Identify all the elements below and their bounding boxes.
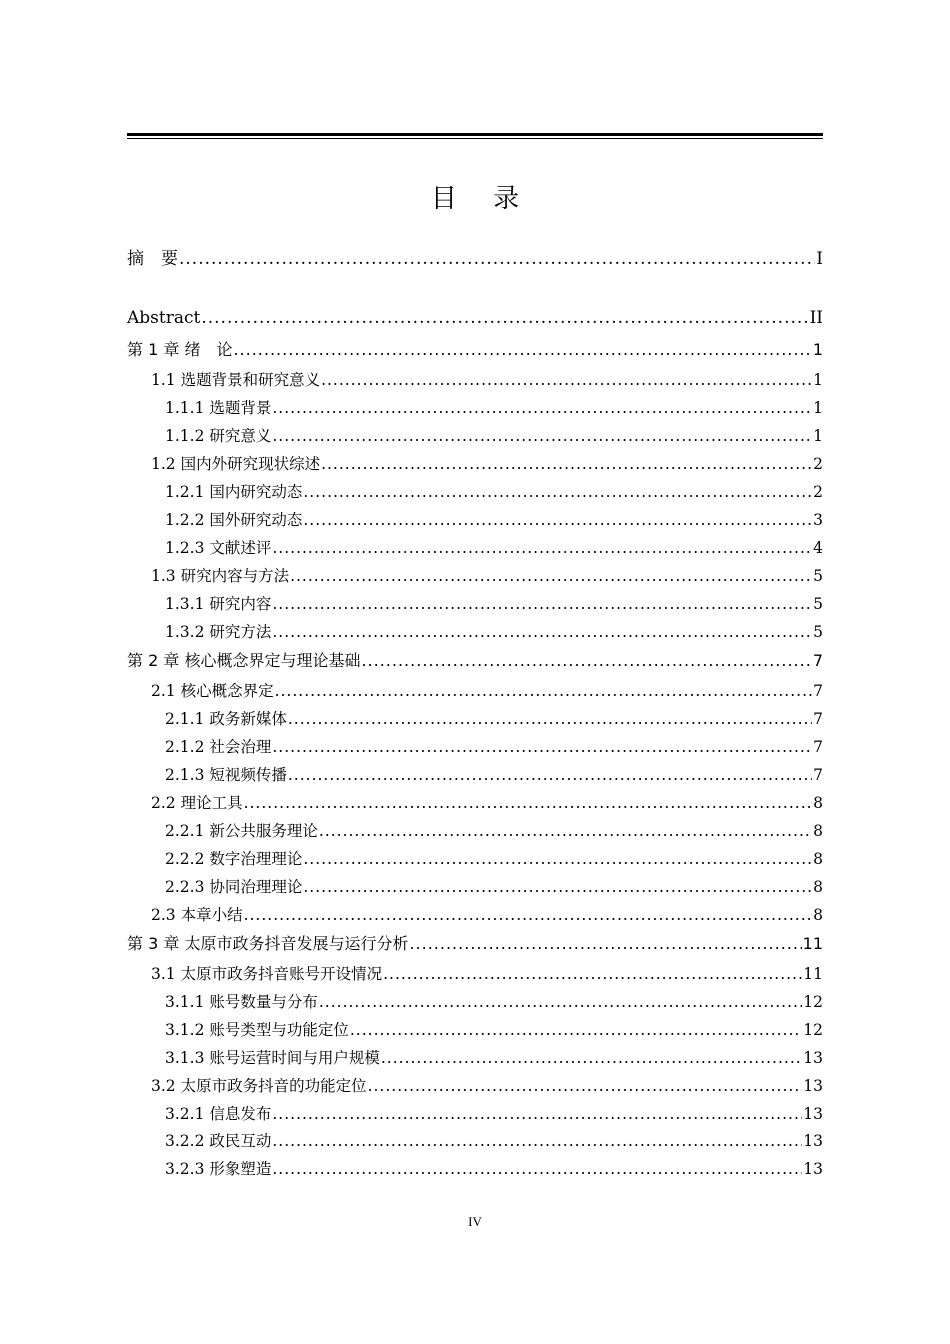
toc-entry-page: 7 bbox=[813, 766, 823, 784]
toc-entry-page: 13 bbox=[803, 1132, 823, 1150]
toc-leader bbox=[383, 964, 802, 984]
toc-entry-label: 1.1 选题背景和研究意义 bbox=[151, 371, 321, 389]
toc-entry-chapter-3[interactable] bbox=[127, 934, 823, 954]
toc-leader bbox=[319, 821, 812, 841]
toc-entry-1-2-3[interactable] bbox=[127, 538, 823, 558]
toc-entry-label: 2.1.3 短视频传播 bbox=[165, 766, 287, 784]
toc-entry-page: 12 bbox=[803, 993, 823, 1011]
toc-entry-label: 1.2.3 文献述评 bbox=[165, 539, 272, 557]
toc-entry-2-2-3[interactable] bbox=[127, 877, 823, 897]
toc-entry-page: 7 bbox=[812, 651, 823, 670]
toc-entry-label: 2.1.2 社会治理 bbox=[165, 738, 272, 756]
toc-entry-2-2[interactable] bbox=[127, 793, 823, 813]
toc-leader bbox=[303, 510, 812, 530]
toc-entry-page: 2 bbox=[813, 483, 823, 501]
toc-entry-label: 1.1.1 选题背景 bbox=[165, 399, 272, 417]
toc-entry-label: 3.1.3 账号运营时间与用户规模 bbox=[165, 1049, 380, 1067]
toc-entry-label: 3.2.3 形象塑造 bbox=[165, 1160, 272, 1178]
toc-entry-page: 5 bbox=[813, 567, 823, 585]
toc-entry-label: 2.2.2 数字治理理论 bbox=[165, 850, 303, 868]
toc-leader bbox=[179, 249, 815, 269]
toc-entry-3-1-1[interactable] bbox=[127, 992, 823, 1012]
toc-entry-label: 1.3.1 研究内容 bbox=[165, 595, 272, 613]
toc-entry-page: 8 bbox=[813, 850, 823, 868]
toc-entry-abstract-en[interactable] bbox=[127, 308, 823, 328]
header-rule-thin bbox=[127, 138, 823, 139]
toc-entry-1-1-1[interactable] bbox=[127, 398, 823, 418]
toc-leader bbox=[272, 737, 812, 757]
toc-entry-2-2-2[interactable] bbox=[127, 849, 823, 869]
toc-entry-label: 3.1.2 账号类型与功能定位 bbox=[165, 1021, 349, 1039]
toc-entry-page: 8 bbox=[813, 822, 823, 840]
toc-entry-2-1-3[interactable] bbox=[127, 765, 823, 785]
toc-entry-3-2-1[interactable] bbox=[127, 1104, 823, 1124]
toc-entry-page: 13 bbox=[803, 1105, 823, 1123]
toc-entry-label: 第 3 章 太原市政务抖音发展与运行分析 bbox=[127, 934, 409, 953]
toc-leader bbox=[244, 905, 813, 925]
toc-leader bbox=[381, 1048, 802, 1068]
toc-leader bbox=[303, 849, 812, 869]
toc-entry-3-1-2[interactable] bbox=[127, 1020, 823, 1040]
toc-entry-page: 3 bbox=[813, 511, 823, 529]
toc-entry-1-2-2[interactable] bbox=[127, 510, 823, 530]
toc-entry-page: 5 bbox=[813, 595, 823, 613]
toc-entry-chapter-2[interactable] bbox=[127, 651, 823, 671]
toc-leader bbox=[233, 340, 811, 360]
toc-entry-abstract-cn[interactable] bbox=[127, 249, 823, 269]
toc-entry-page: 12 bbox=[803, 1021, 823, 1039]
header-rule-thick bbox=[127, 133, 823, 136]
toc-leader bbox=[272, 426, 812, 446]
toc-entry-page: 1 bbox=[813, 427, 823, 445]
toc-entry-label: 2.3 本章小结 bbox=[151, 906, 243, 924]
toc-entry-label: 1.3 研究内容与方法 bbox=[151, 567, 290, 585]
toc-entry-label: 2.1 核心概念界定 bbox=[151, 682, 274, 700]
toc-entry-page: 13 bbox=[803, 1160, 823, 1178]
toc-leader bbox=[288, 709, 812, 729]
toc-entry-2-2-1[interactable] bbox=[127, 821, 823, 841]
toc-entry-page: 1 bbox=[812, 340, 823, 359]
toc-entry-3-1-3[interactable] bbox=[127, 1048, 823, 1068]
toc-entry-page: 13 bbox=[803, 1049, 823, 1067]
toc-leader bbox=[272, 1104, 802, 1124]
toc-leader bbox=[409, 934, 801, 954]
toc-leader bbox=[368, 1076, 803, 1096]
toc-entry-3-2-2[interactable] bbox=[127, 1131, 823, 1151]
toc-entry-page: I bbox=[816, 249, 823, 269]
toc-leader bbox=[303, 877, 812, 897]
toc-entry-1-3-1[interactable] bbox=[127, 594, 823, 614]
toc-entry-label: 1.2.1 国内研究动态 bbox=[165, 483, 303, 501]
toc-entry-label: 2.2 理论工具 bbox=[151, 794, 243, 812]
toc-leader bbox=[201, 308, 808, 328]
toc-entry-label: 1.3.2 研究方法 bbox=[165, 623, 272, 641]
toc-leader bbox=[272, 1131, 802, 1151]
toc-leader bbox=[321, 454, 812, 474]
toc-entry-page: 1 bbox=[813, 399, 823, 417]
toc-entry-page: 13 bbox=[803, 1077, 823, 1095]
toc-leader bbox=[290, 566, 812, 586]
toc-entry-3-2-3[interactable] bbox=[127, 1159, 823, 1179]
toc-entry-1-3-2[interactable] bbox=[127, 622, 823, 642]
toc-entry-1-1[interactable] bbox=[127, 370, 823, 390]
toc-leader bbox=[244, 793, 813, 813]
toc-leader bbox=[288, 765, 812, 785]
toc-leader bbox=[321, 370, 812, 390]
toc-entry-label: 1.2.2 国外研究动态 bbox=[165, 511, 303, 529]
toc-entry-page: 2 bbox=[813, 455, 823, 473]
toc-entry-label: 3.1.1 账号数量与分布 bbox=[165, 993, 318, 1011]
page-number: IV bbox=[468, 1214, 482, 1229]
toc-leader bbox=[272, 1159, 802, 1179]
toc-entry-page: 8 bbox=[813, 878, 823, 896]
toc-entry-page: 11 bbox=[803, 965, 823, 983]
toc-leader bbox=[361, 651, 811, 671]
toc-entry-label: Abstract bbox=[127, 308, 201, 328]
toc-entry-page: 1 bbox=[813, 371, 823, 389]
toc-entry-label: 摘 要 bbox=[127, 249, 178, 269]
toc-entry-label: 第 1 章 绪 论 bbox=[127, 340, 233, 359]
toc-entry-label: 2.2.3 协同治理理论 bbox=[165, 878, 303, 896]
toc-entry-1-1-2[interactable] bbox=[127, 426, 823, 446]
toc-entry-page: 8 bbox=[813, 906, 823, 924]
toc-entry-3-1[interactable] bbox=[127, 964, 823, 984]
toc-entry-3-2[interactable] bbox=[127, 1076, 823, 1096]
toc-entry-2-1[interactable] bbox=[127, 681, 823, 701]
toc-entry-page: 7 bbox=[813, 710, 823, 728]
toc-leader bbox=[275, 681, 813, 701]
toc-entry-page: 5 bbox=[813, 623, 823, 641]
toc-entry-chapter-1[interactable] bbox=[127, 340, 823, 360]
toc-entry-page: 4 bbox=[813, 539, 823, 557]
toc-entry-label: 第 2 章 核心概念界定与理论基础 bbox=[127, 651, 361, 670]
toc-entry-2-1-2[interactable] bbox=[127, 737, 823, 757]
toc-entry-label: 3.2 太原市政务抖音的功能定位 bbox=[151, 1077, 367, 1095]
toc-entry-label: 3.2.2 政民互动 bbox=[165, 1132, 272, 1150]
toc-leader bbox=[272, 398, 812, 418]
toc-leader bbox=[350, 1020, 802, 1040]
toc-entry-2-1-1[interactable] bbox=[127, 709, 823, 729]
toc-entry-page: 7 bbox=[813, 682, 823, 700]
page-title: 目 录 bbox=[430, 184, 534, 214]
toc-entry-page: II bbox=[809, 308, 823, 328]
toc-entry-page: 7 bbox=[813, 738, 823, 756]
toc-leader bbox=[272, 538, 812, 558]
toc-entry-page: 11 bbox=[802, 934, 823, 953]
toc-leader bbox=[272, 622, 812, 642]
toc-entry-1-2[interactable] bbox=[127, 454, 823, 474]
toc-leader bbox=[303, 482, 812, 502]
toc-entry-label: 1.2 国内外研究现状综述 bbox=[151, 455, 321, 473]
toc-entry-label: 3.1 太原市政务抖音账号开设情况 bbox=[151, 965, 383, 983]
toc-leader bbox=[272, 594, 812, 614]
toc-entry-label: 2.1.1 政务新媒体 bbox=[165, 710, 287, 728]
toc-entry-page: 8 bbox=[813, 794, 823, 812]
toc-entry-1-2-1[interactable] bbox=[127, 482, 823, 502]
toc-entry-2-3[interactable] bbox=[127, 905, 823, 925]
toc-entry-label: 1.1.2 研究意义 bbox=[165, 427, 272, 445]
toc-entry-label: 3.2.1 信息发布 bbox=[165, 1105, 272, 1123]
toc-leader bbox=[319, 992, 802, 1012]
toc-entry-1-3[interactable] bbox=[127, 566, 823, 586]
toc-entry-label: 2.2.1 新公共服务理论 bbox=[165, 822, 318, 840]
